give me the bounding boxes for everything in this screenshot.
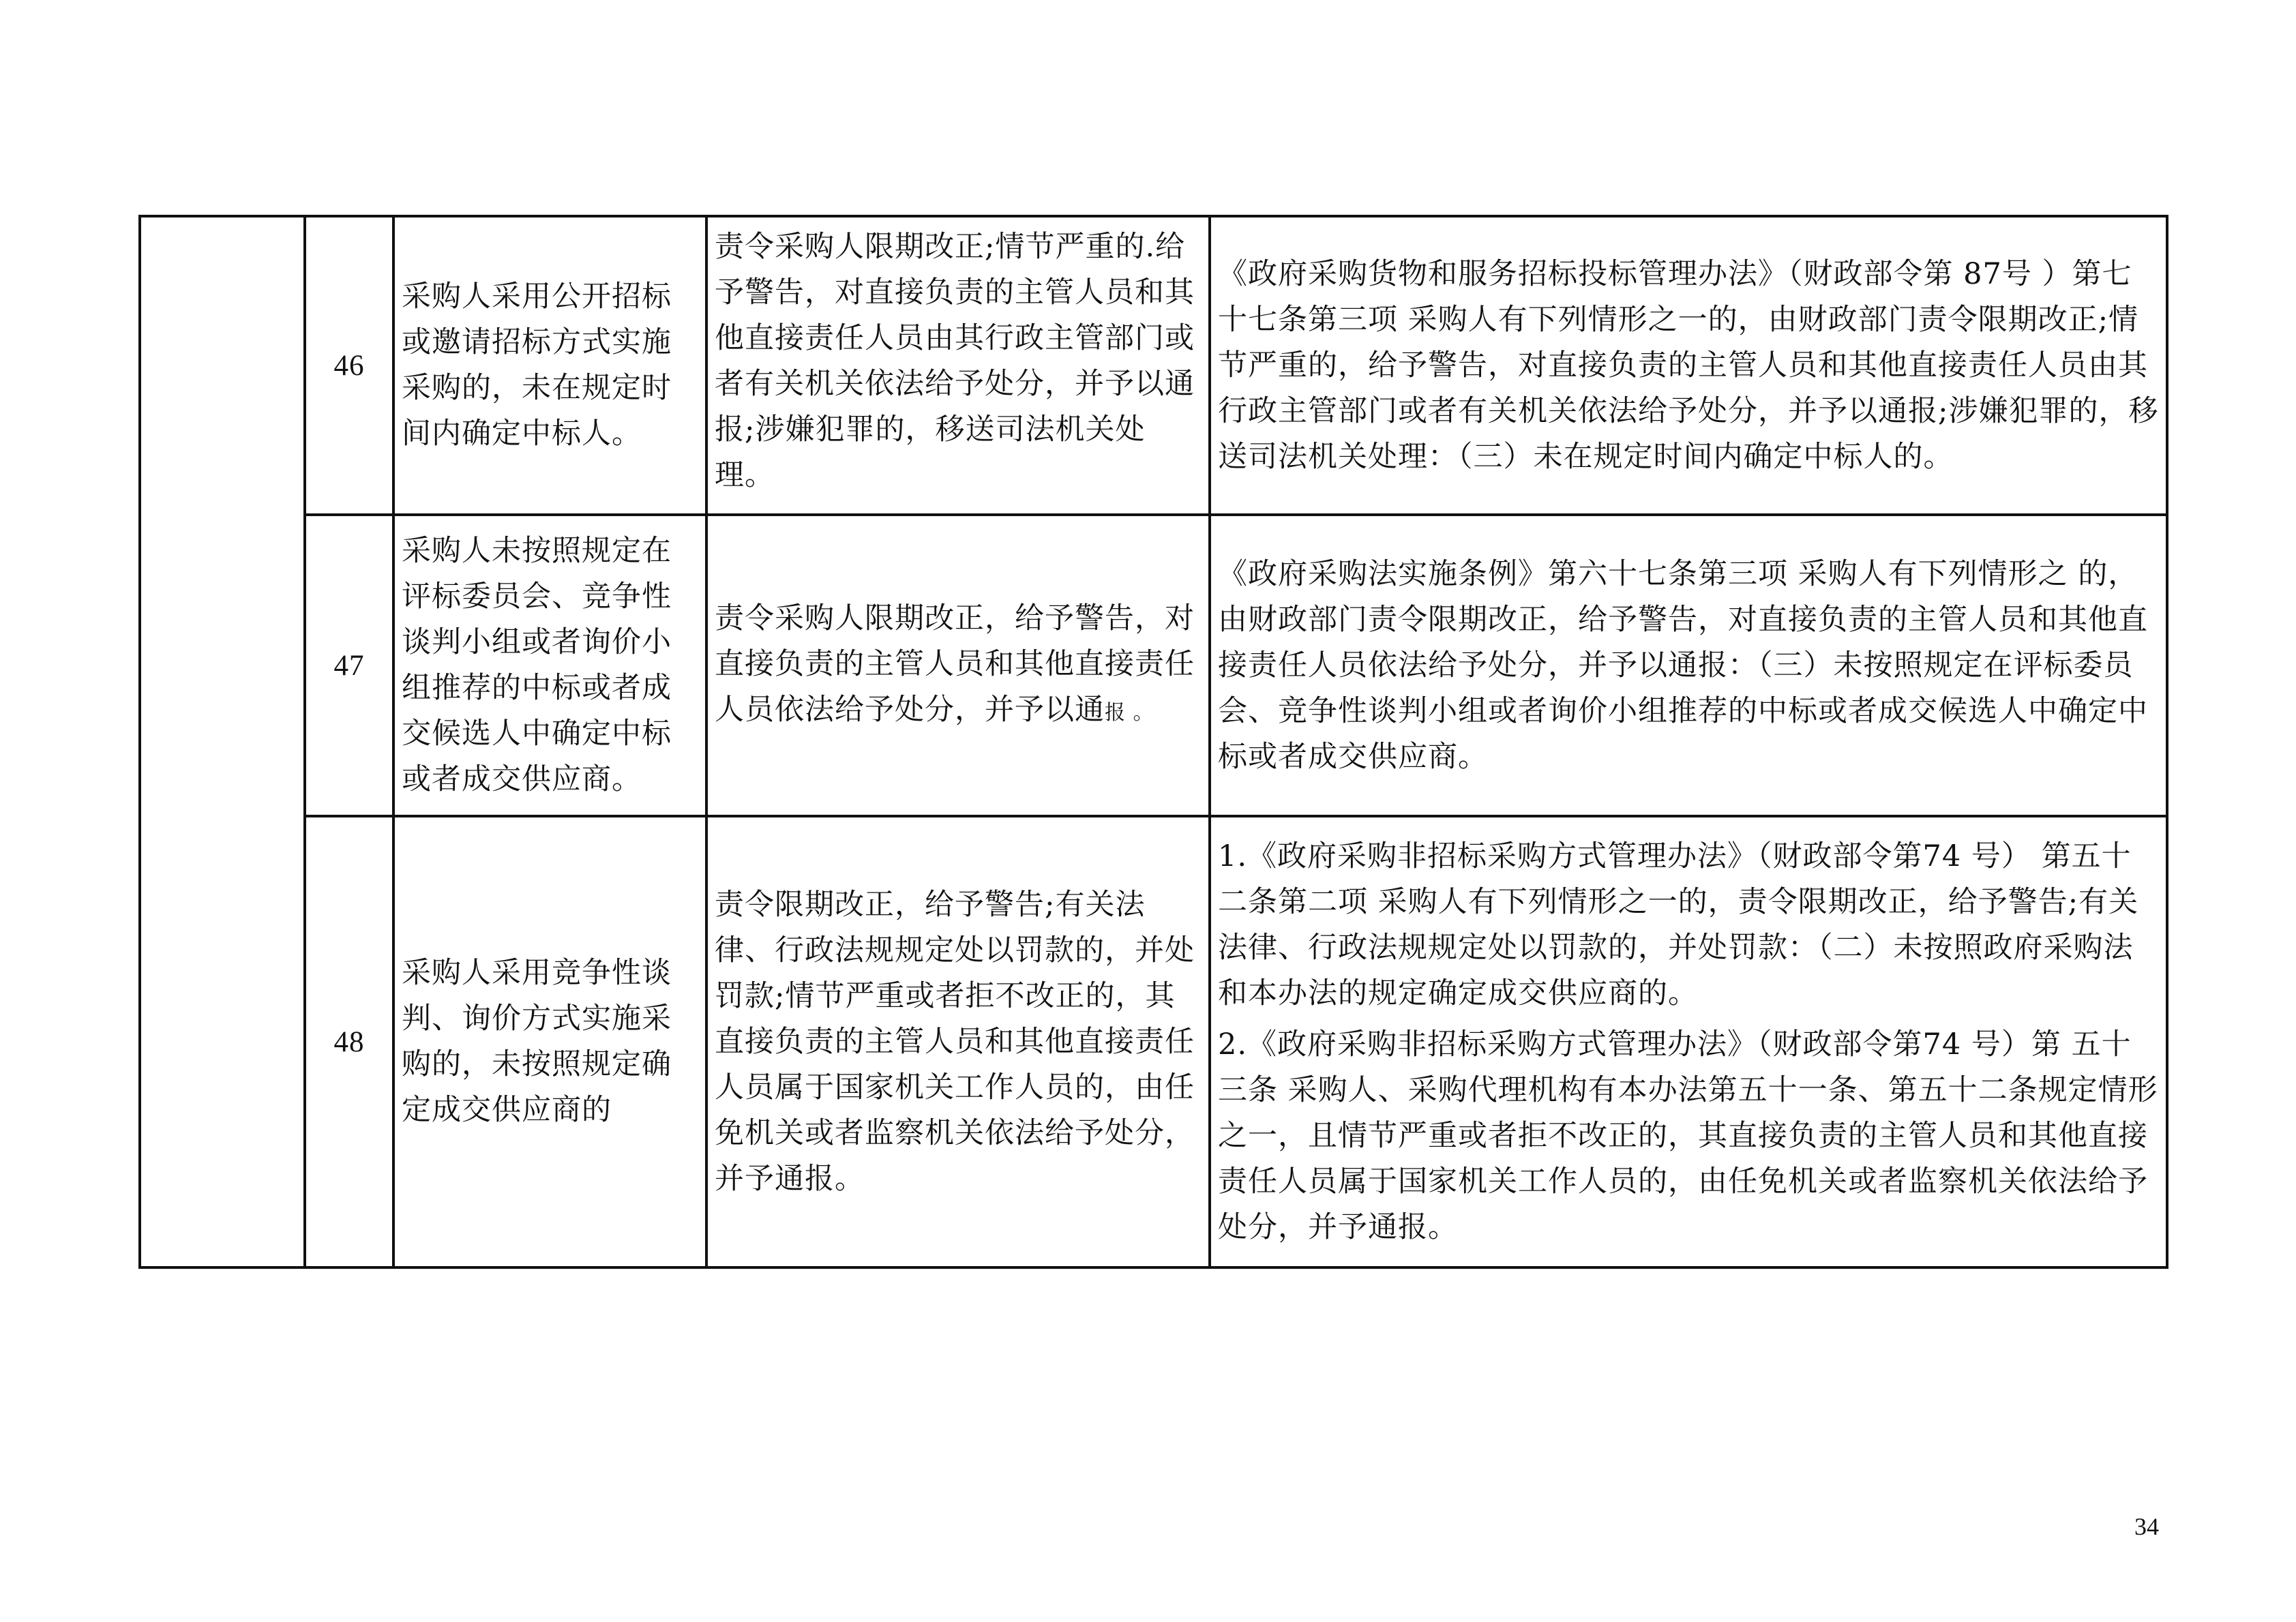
- basis-paragraph: 1.《政府采购非招标采购方式管理办法》（财政部令第74 号） 第五十二条第二项 采购人有下列情形之一的，责令限期改正，给予警告;有关法律、行政法规规定处以罚款的，并处罚款：（二）未按照政府采购法和本办法的规定确定成交供应商的。: [1218, 839, 2139, 1010]
- table-row: [140, 816, 2167, 1267]
- row-number: 46: [305, 216, 393, 515]
- item-cell: 采购人未按照规定在评标委员会、竞争性谈判小组或者询价小组推荐的中标或者成交候选人中确定中标或者成交供应商。: [393, 515, 706, 816]
- row-number: 48: [305, 816, 393, 1267]
- penalty-text-tail: 报 。: [1105, 700, 1154, 725]
- penalty-cell: [706, 515, 1210, 816]
- basis-cell: [1210, 816, 2167, 1267]
- penalty-cell: 责令限期改正，给予警告;有关法律、行政法规规定处以罚款的，并处罚款;情节严重或者拒不改正的，其直接负责的主管人员和其他直接责任人员属于国家机关工作人员的，由任免机关或者监察机关依法给予处分，并予通报。: [706, 816, 1210, 1267]
- page-number: 34: [2134, 1513, 2159, 1540]
- regulation-table: [138, 215, 2168, 1269]
- table-row: [140, 216, 2167, 515]
- row-number: 47: [305, 515, 393, 816]
- category-cell: [140, 216, 305, 1267]
- penalty-text: 责令采购人限期改正，给予警告，对直接负责的主管人员和其他直接责任人员依法给予处分，并予以通: [715, 601, 1195, 727]
- basis-paragraph: 《政府采购法实施条例》第六十七条第三项 采购人有下列情形之 的，由财政部门责令限期改正，给予警告，对直接负责的主管人员和其他直接责任人员依法给予处分，并予以通报：（三）未按照规定在评标委员会、竞争性谈判小组或者询价小组推荐的中标或者成交候选人中确定中标或者成交供应商。: [1218, 556, 2148, 774]
- basis-paragraph: 《政府采购货物和服务招标投标管理办法》（财政部令第 87号 ）第七十七条第三项 采购人有下列情形之一的，由财政部门责令限期改正;情节严重的，给予警告，对直接负责的主管人员和其他直接责任人员由其行政主管部门或者有关机关依法给予处分，并予以通报;涉嫌犯罪的，移送司法机关处理：（三）未在规定时间内确定中标人的。: [1218, 256, 2159, 474]
- table-row: [140, 515, 2167, 816]
- basis-cell: [1210, 515, 2167, 816]
- basis-cell: [1210, 216, 2167, 515]
- penalty-cell: 责令采购人限期改正;情节严重的.给予警告，对直接负责的主管人员和其他直接责任人员由其行政主管部门或者有关机关依法给予处分，并予以通报;涉嫌犯罪的，移送司法机关处理。: [706, 216, 1210, 515]
- item-cell: 采购人采用公开招标或邀请招标方式实施采购的，未在规定时间内确定中标人。: [393, 216, 706, 515]
- item-cell: 采购人采用竞争性谈判、询价方式实施采购的，未按照规定确定成交供应商的: [393, 816, 706, 1267]
- basis-paragraph: 2.《政府采购非招标采购方式管理办法》（财政部令第74 号）第 五十三条 采购人、采购代理机构有本办法第五十一条、第五十二条规定情形之一，且情节严重或者拒不改正的，其直接负责的主管人员和其他直接责任人员属于国家机关工作人员的，由任免机关或者监察机关依法给予处分，并予通报。: [1218, 1027, 2158, 1244]
